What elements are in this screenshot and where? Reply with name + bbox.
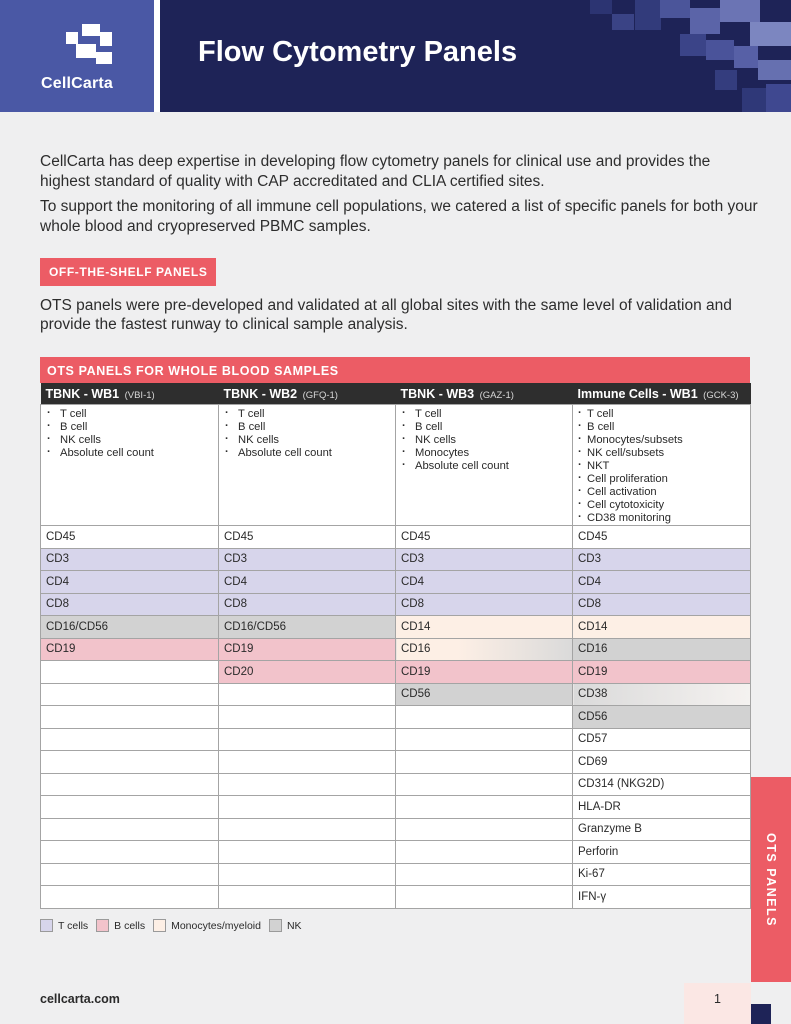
marker-cell <box>41 683 219 706</box>
population-item: · B cell <box>46 421 218 434</box>
population-item: · B cell <box>224 421 395 434</box>
population-item: · T cell <box>224 408 395 421</box>
marker-cell: CD69 <box>573 751 751 774</box>
table-row <box>41 728 751 751</box>
marker-cell <box>41 886 219 909</box>
population-item: · T cell <box>401 408 572 421</box>
marker-cell <box>396 796 573 819</box>
table-banner: OTS PANELS FOR WHOLE BLOOD SAMPLES <box>40 357 750 383</box>
marker-cell <box>41 751 219 774</box>
logo-block <box>0 0 154 112</box>
table-row <box>41 683 751 706</box>
marker-cell: CD8 <box>573 593 751 616</box>
marker-cell: CD14 <box>396 616 573 639</box>
table-row <box>41 571 751 594</box>
marker-cell <box>219 863 396 886</box>
marker-cell: CD19 <box>41 638 219 661</box>
legend-swatch <box>153 919 166 932</box>
marker-cell: CD45 <box>219 526 396 549</box>
marker-cell <box>41 818 219 841</box>
population-item: · NK cells <box>224 434 395 447</box>
intro-paragraph-1: CellCarta has deep expertise in developing flow cytometry panels for clinical use and provides the highest standard of quality with CAP accreditated and CLIA certified sites. <box>40 153 711 190</box>
column-code: (GFQ-1) <box>302 389 338 401</box>
legend-label: NK <box>286 919 302 932</box>
table-row <box>41 548 751 571</box>
marker-cell <box>41 841 219 864</box>
marker-cell: CD4 <box>41 571 219 594</box>
marker-cell <box>219 818 396 841</box>
population-cell <box>41 405 219 526</box>
marker-cell <box>41 728 219 751</box>
legend-label: Monocytes/myeloid <box>171 919 261 932</box>
intro-text <box>40 152 760 242</box>
marker-cell <box>41 796 219 819</box>
table-row <box>41 616 751 639</box>
marker-cell: CD8 <box>219 593 396 616</box>
corner-accent <box>751 1004 771 1024</box>
side-tab <box>751 777 791 982</box>
marker-cell: CD16 <box>396 638 573 661</box>
table-row <box>41 841 751 864</box>
marker-cell <box>219 886 396 909</box>
marker-cell <box>219 683 396 706</box>
column-code: (GAZ-1) <box>479 389 514 401</box>
cellcarta-logo-icon <box>66 24 116 68</box>
column-code: (VBI-1) <box>124 389 155 401</box>
population-list <box>401 408 572 473</box>
legend-item <box>40 919 88 932</box>
population-list <box>46 408 218 460</box>
table-row <box>41 526 751 549</box>
legend-item <box>269 919 302 932</box>
section-description: OTS panels were pre-developed and validated at all global sites with the same level of validation and provide the fastest runway to clinical sample analysis. <box>40 297 732 333</box>
marker-cell: CD3 <box>396 548 573 571</box>
marker-cell <box>396 863 573 886</box>
marker-cell <box>396 841 573 864</box>
marker-cell: CD8 <box>41 593 219 616</box>
population-item: · Cell cytotoxicity <box>578 499 750 512</box>
marker-cell: CD4 <box>219 571 396 594</box>
marker-cell: CD3 <box>41 548 219 571</box>
population-item: · Cell activation <box>578 486 750 499</box>
table-header-row <box>41 383 751 405</box>
marker-cell <box>396 728 573 751</box>
marker-cell: CD8 <box>396 593 573 616</box>
marker-cell: Granzyme B <box>573 818 751 841</box>
population-item: · CD38 monitoring <box>578 512 750 525</box>
marker-cell <box>219 796 396 819</box>
marker-cell: CD19 <box>396 661 573 684</box>
marker-cell: CD45 <box>41 526 219 549</box>
marker-cell <box>219 728 396 751</box>
marker-cell: CD4 <box>573 571 751 594</box>
legend-swatch <box>40 919 53 932</box>
population-cell <box>219 405 396 526</box>
page-number: 1 <box>714 992 721 1006</box>
marker-cell <box>396 773 573 796</box>
marker-cell: CD16/CD56 <box>219 616 396 639</box>
marker-cell: CD38 <box>573 683 751 706</box>
marker-cell: CD16/CD56 <box>41 616 219 639</box>
legend-label: T cells <box>58 919 89 932</box>
panel-table-body <box>41 405 751 909</box>
marker-cell: CD14 <box>573 616 751 639</box>
marker-cell: HLA-DR <box>573 796 751 819</box>
column-name: Immune Cells - WB1 <box>577 386 698 401</box>
marker-cell: CD3 <box>219 548 396 571</box>
page-title: Flow Cytometry Panels <box>198 36 518 68</box>
table-row <box>41 818 751 841</box>
population-item: · Cell proliferation <box>578 473 750 486</box>
marker-cell: CD16 <box>573 638 751 661</box>
header-bar <box>160 0 791 112</box>
population-item: · Monocytes <box>401 447 572 460</box>
populations-row <box>41 405 751 526</box>
column-name: TBNK - WB1 <box>45 386 120 401</box>
population-list <box>578 408 750 525</box>
marker-cell <box>396 706 573 729</box>
table-row <box>41 751 751 774</box>
legend-swatch <box>96 919 109 932</box>
column-code: (GCK-3) <box>703 389 739 401</box>
table-row <box>41 886 751 909</box>
population-item: · NK cells <box>46 434 218 447</box>
color-legend <box>40 919 310 932</box>
marker-cell: CD20 <box>219 661 396 684</box>
column-header <box>41 383 219 405</box>
population-list <box>224 408 395 460</box>
population-item: · NK cells <box>401 434 572 447</box>
marker-cell: IFN-γ <box>573 886 751 909</box>
side-tab-label: OTS PANELS <box>764 832 778 927</box>
marker-cell: CD56 <box>573 706 751 729</box>
marker-cell: CD45 <box>396 526 573 549</box>
marker-cell: CD56 <box>396 683 573 706</box>
table-row <box>41 638 751 661</box>
table-row <box>41 773 751 796</box>
marker-cell <box>219 706 396 729</box>
marker-cell <box>41 863 219 886</box>
legend-label: B cells <box>114 919 146 932</box>
marker-cell <box>41 773 219 796</box>
intro-paragraph-2: To support the monitoring of all immune cell populations, we catered a list of specific panels for both your whole blood and cryopreserved PBMC samples. <box>40 198 758 235</box>
population-item: · NKT <box>578 460 750 473</box>
population-cell <box>573 405 751 526</box>
marker-cell: CD57 <box>573 728 751 751</box>
marker-cell <box>396 818 573 841</box>
table-row <box>41 661 751 684</box>
legend-item <box>153 919 261 932</box>
table-row <box>41 863 751 886</box>
marker-cell: CD4 <box>396 571 573 594</box>
population-item: · NK cell/subsets <box>578 447 750 460</box>
marker-cell: CD45 <box>573 526 751 549</box>
logo-text: CellCarta <box>40 75 114 92</box>
table-row <box>41 593 751 616</box>
legend-item <box>96 919 145 932</box>
column-header <box>573 383 751 405</box>
column-name: TBNK - WB2 <box>223 386 298 401</box>
population-item: · Absolute cell count <box>224 447 395 460</box>
marker-cell: Perforin <box>573 841 751 864</box>
column-header <box>396 383 573 405</box>
marker-cell <box>396 751 573 774</box>
population-item: · B cell <box>401 421 572 434</box>
marker-cell <box>396 886 573 909</box>
population-item: · Absolute cell count <box>46 447 218 460</box>
population-item: · Absolute cell count <box>401 460 572 473</box>
marker-cell <box>219 773 396 796</box>
marker-cell <box>41 661 219 684</box>
population-item: · T cell <box>46 408 218 421</box>
footer-url: cellcarta.com <box>40 992 120 1006</box>
section-tag: OFF-THE-SHELF PANELS <box>40 258 216 286</box>
column-name: TBNK - WB3 <box>400 386 475 401</box>
panel-table <box>40 383 751 909</box>
column-header <box>219 383 396 405</box>
legend-swatch <box>269 919 282 932</box>
marker-cell <box>219 841 396 864</box>
marker-cell: CD19 <box>573 661 751 684</box>
marker-cell: CD3 <box>573 548 751 571</box>
marker-cell <box>41 706 219 729</box>
population-item: · T cell <box>578 408 750 421</box>
marker-cell: CD314 (NKG2D) <box>573 773 751 796</box>
table-row <box>41 796 751 819</box>
population-cell <box>396 405 573 526</box>
population-item: · Monocytes/subsets <box>578 434 750 447</box>
marker-cell: Ki-67 <box>573 863 751 886</box>
marker-cell: CD19 <box>219 638 396 661</box>
population-item: · B cell <box>578 421 750 434</box>
table-row <box>41 706 751 729</box>
marker-cell <box>219 751 396 774</box>
